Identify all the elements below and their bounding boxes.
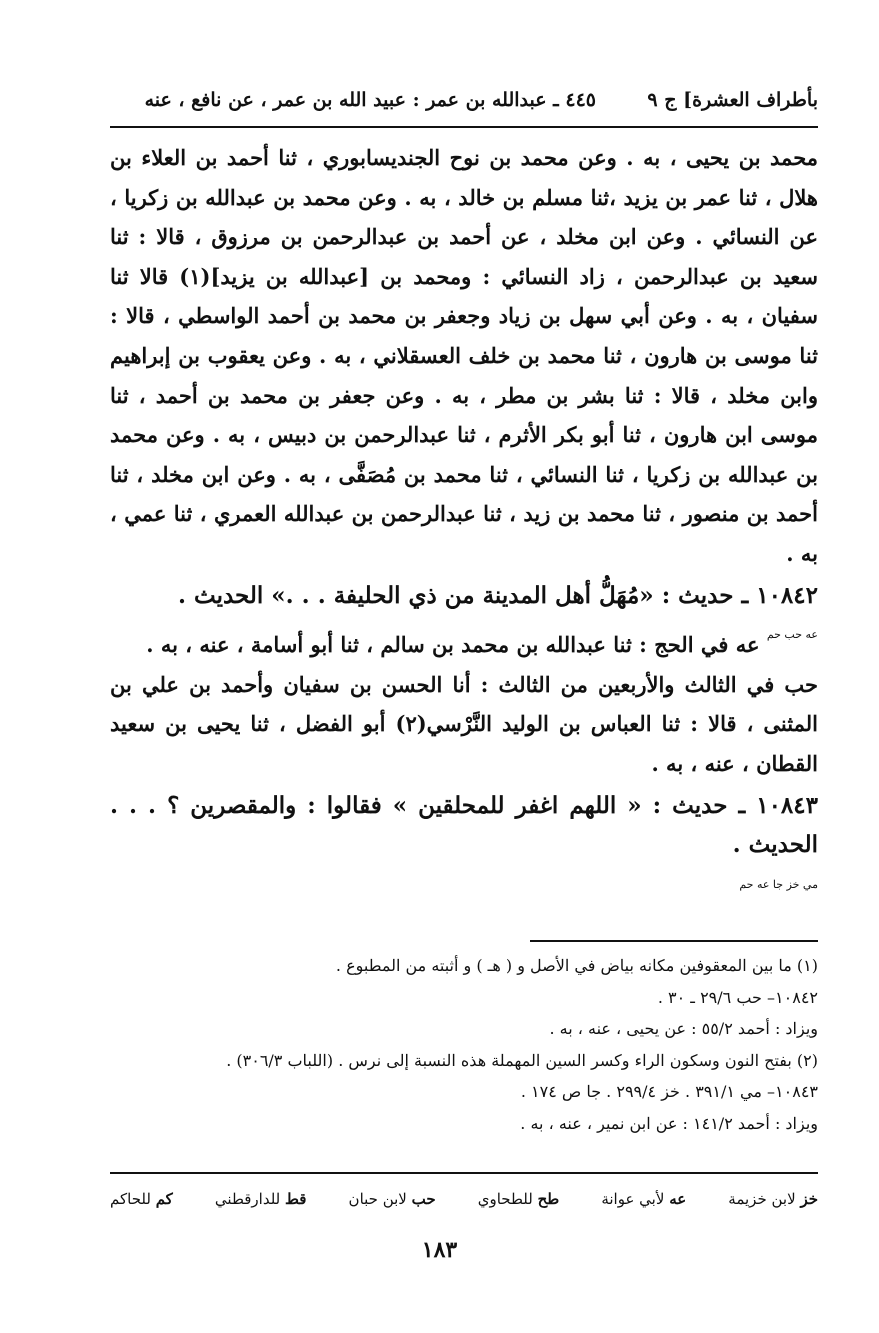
hadith-10843-sigla-line [110, 865, 818, 915]
hadith-10842-title: ١٠٨٤٢ ـ حديث : «مُهَلُّ أهل المدينة من ذي الحليفة . . .» الحديث . [177, 581, 818, 609]
key-item: كم للحاكم [110, 1190, 173, 1208]
running-head-chapter: ٤٤٥ ـ عبدالله بن عمر : عبيد الله بن عمر ، عن نافع ، عنه [144, 89, 596, 111]
key-item: عه لأبي عوانة [601, 1190, 687, 1208]
footnote-1: (١) ما بين المعقوفين مكانه بياض في الأصل و ( هـ ) و أثبته من المطبوع . [335, 956, 818, 975]
hadith-10842-line-1 [110, 615, 818, 665]
footnote-rule [530, 940, 818, 942]
hadith-10842-sigla: عه حب حم [766, 628, 818, 642]
key-rule [110, 1172, 818, 1174]
footnote-ref-10842: ١٠٨٤٢– حب ٢٩/٦ ـ ٣٠ . [657, 987, 818, 1007]
key-item: قط للدارقطني [214, 1190, 307, 1208]
main-text [110, 138, 818, 914]
running-head [110, 84, 818, 116]
header-rule [110, 126, 818, 128]
footnote-addition-10843: ويزاد : أحمد ١٤١/٢ : عن ابن نمير ، عنه ، به . [520, 1113, 818, 1133]
footnote-2: (٢) بفتح النون وسكون الراء وكسر السين المهملة هذه النسبة إلى نرس . (اللباب ٣٠٦/٣) . [226, 1050, 818, 1070]
hadith-10843-title: ١٠٨٤٣ ـ حديث : « اللهم اغفر للمحلقين » فقالوا : والمقصرين ؟ . . . الحديث . [110, 791, 818, 859]
footnotes [110, 950, 818, 1139]
running-head-volume: بأطراف العشرة] ج ٩ [647, 89, 818, 111]
key-item: طح للطحاوي [477, 1190, 560, 1208]
abbreviation-key [110, 1184, 818, 1214]
page-number: ١٨٣ [421, 1237, 458, 1263]
hadith-10843-sigla: مي خز جا عه حم [739, 877, 818, 891]
key-item: خز لابن خزيمة [728, 1190, 818, 1208]
hadith-10842-line-1-text: عه في الحج : ثنا عبدالله بن محمد بن سالم ، ثنا أبو أسامة ، عنه ، به . [146, 632, 760, 658]
footnote-addition-10842: ويزاد : أحمد ٥٥/٢ : عن يحيى ، عنه ، به . [549, 1019, 818, 1038]
key-item: حب لابن حبان [348, 1190, 436, 1208]
hadith-10842-line-2: حب في الثالث والأربعين من الثالث : أنا الحسن بن سفيان وأحمد بن علي بن المثنى ، قالا : ثنا العباس بن الوليد النَّرْسي(٢) أبو الفضل ، ثنا يحيى بن سعيد القطان ، عنه ، به . [110, 671, 818, 776]
isnad-paragraph: محمد بن يحيى ، به . وعن محمد بن نوح الجنديسابوري ، ثنا أحمد بن العلاء بن هلال ، ثنا عمر بن يزيد ،ثنا مسلم بن خالد ، به . وعن محمد بن عبدالله بن زكريا ، عن النسائي . وعن ابن مخلد ، عن أحمد بن عبدالرحمن بن مرزوق ، قالا : ثنا سعيد بن عبدالرحمن ، زاد النسائي : ومحمد بن [عبدالله بن يزيد](١) قالا ثنا سفيان ، به . وعن أبي سهل بن زياد وجعفر بن محمد بن أحمد الواسطي ، قالا : ثنا موسى بن هارون ، ثنا محمد بن خلف العسقلاني ، به . وعن يعقوب بن إبراهيم وابن مخلد ، قالا : ثنا بشر بن مطر ، به . وعن جعفر بن محمد بن أحمد ، ثنا موسى ابن هارون ، ثنا أبو بكر الأثرم ، ثنا عبدالرحمن بن دبيس ، به . وعن محمد بن عبدالله بن زكريا ، ثنا النسائي ، ثنا محمد بن مُصَفَّى ، به . وعن ابن مخلد ، ثنا أحمد بن منصور ، ثنا محمد بن زيد ، ثنا عبدالرحمن بن عبدالله العمري ، ثنا عمي ، به . [110, 145, 818, 566]
footnote-ref-10843: ١٠٨٤٣– مي ٣٩١/١ . خز ٢٩٩/٤ . جا ص ١٧٤ . [520, 1082, 818, 1101]
